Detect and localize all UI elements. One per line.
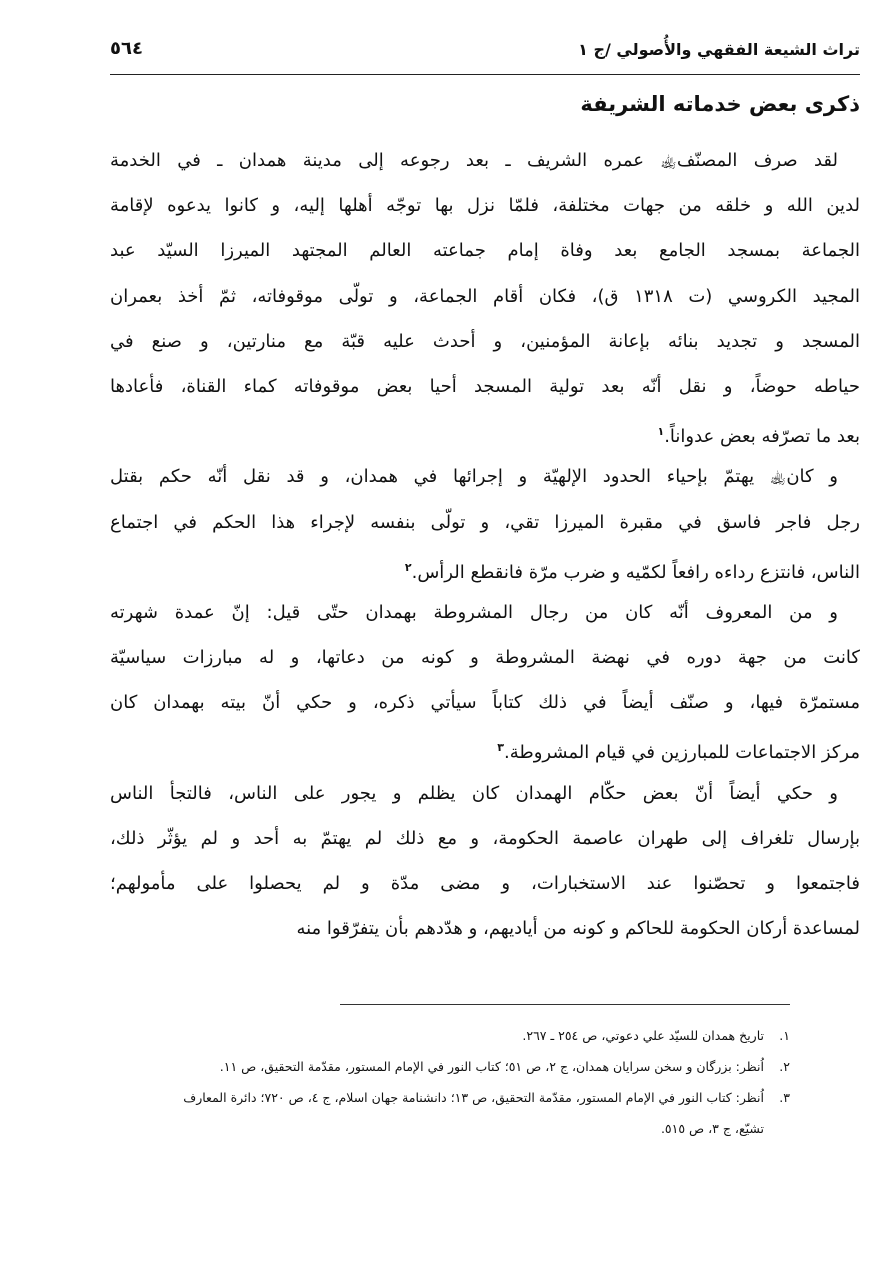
line-text: بإرسال تلغراف إلى طهران عاصمة الحكومة، و مع ذلك لم يهتمّ به أحد و لم يؤثّر ذلك،	[110, 827, 860, 849]
footnote-reference[interactable]: ٢	[404, 560, 412, 574]
footnote	[110, 1051, 790, 1082]
line-text: رجل فاجر فاسق في مقبرة الميرزا تقي، و تولّى بنفسه لإجراء هذا الحكم في اجتماع	[110, 511, 860, 533]
line-text: حياطه حوضاً، و نقل أنّه بعد تولية المسجد أحيا بعض موقوفاته كماء القناة، فأعادها	[110, 375, 860, 397]
paragraph-line	[110, 370, 860, 415]
footnote-reference[interactable]: ١	[657, 425, 665, 439]
body-text	[110, 144, 860, 957]
footnote	[110, 1113, 790, 1144]
paragraph-line	[110, 280, 860, 325]
line-text: فاجتمعوا و تحصّنوا عند الاستخبارات، و مضى مدّة و لم يحصلوا على مأمولهم؛	[110, 873, 860, 894]
paragraph-line	[110, 506, 860, 551]
page-number: ٥٦٤	[110, 38, 143, 59]
line-text: المجيد الكروسي (ت ١٣١٨ ق)، فكان أقام الجماعة، و تولّى موقوفاته، ثمّ أخذ بعمران	[110, 285, 860, 307]
line-text: كانت من جهة دوره في نهضة المشروطة و كونه من دعاتها، و له مبارزات سياسيّة	[110, 647, 860, 669]
paragraph-line	[110, 596, 860, 641]
line-text: و من المعروف أنّه كان من رجال المشروطة بهمدان حتّى قيل: إنّ عمدة شهرته	[110, 601, 838, 623]
paragraph-line	[110, 189, 860, 234]
line-text: لدين الله و خلقه من جهات مختلفة، فلمّا نزل بها توجّه أهلها إليه، و كانوا يدعوه لإقامة	[110, 195, 860, 217]
footnote-separator	[340, 1004, 790, 1005]
paragraph-line	[110, 686, 860, 731]
paragraph-line	[110, 777, 860, 822]
footnote-number: ١.	[779, 1028, 790, 1043]
line-text: الجماعة بمسجد الجامع بعد وفاة إمام جماعته العالم المجتهد الميرزا السيّد عبد	[110, 240, 860, 262]
footnote	[110, 1082, 790, 1113]
line-text: و كان﵀ يهتمّ بإحياء الحدود الإلهيّة و إجرائها في همدان، و قد نقل أنّه حكم بقتل	[110, 466, 838, 488]
header-rule	[110, 74, 860, 75]
footnote-text: تاريخ همدان للسيّد علي دعوتي، ص ٢٥٤ ـ ٢٦٧.	[522, 1028, 764, 1043]
paragraph-line	[110, 234, 860, 279]
line-text: الناس، فانتزع رداءه رافعاً لكمّيه و ضرب مرّة فانقطع الرأس.	[411, 561, 860, 583]
footnote-text: اُنظر: بزرگان و سخن سرايان همدان، ج ٢، ص ٥١؛ كتاب النور في الإمام المستور، مقدّمة التحقيق، ص ١١.	[219, 1059, 764, 1074]
line-text: المسجد و تجديد بنائه بإعانة المؤمنين، و أحدث عليه قبّة مع منارتين، و صنع في	[110, 330, 860, 352]
paragraph-line	[110, 822, 860, 867]
paragraph-line	[110, 460, 860, 505]
running-header	[110, 36, 860, 66]
paragraph-line	[110, 641, 860, 686]
footnotes	[110, 1020, 790, 1144]
line-text: مركز الاجتماعات للمبارزين في قيام المشروطة.	[504, 742, 860, 764]
paragraph-line	[110, 415, 860, 460]
footnote-text: اُنظر: كتاب النور في الإمام المستور، مقدّمة التحقيق، ص ١٣؛ دانشنامة جهان اسلام، ج ٤، ص ٧٢٠؛ دائرة المعارف	[183, 1090, 764, 1105]
line-text: لقد صرف المصنّف﵀ عمره الشريف ـ بعد رجوعه إلى مدينة همدان ـ في الخدمة	[110, 150, 838, 171]
running-title: تراث الشيعة الفقهي والأُصولي /ج ١	[578, 40, 860, 59]
footnote-text: تشيّع، ج ٣، ص ٥١٥.	[660, 1121, 764, 1136]
paragraph-line	[110, 912, 860, 957]
line-text: و حكي أيضاً أنّ بعض حكّام الهمدان كان يظلم و يجور على الناس، فالتجأ الناس	[110, 782, 838, 804]
footnote-number: ٣.	[779, 1090, 790, 1105]
footnote-reference[interactable]: ٣	[497, 741, 505, 755]
paragraph-line	[110, 551, 860, 596]
footnote	[110, 1020, 790, 1051]
line-text: مستمرّة فيها، و صنّف أيضاً في ذلك كتاباً سيأتي ذكره، و حكي أنّ بيته بهمدان كان	[110, 692, 860, 714]
paragraph-line	[110, 731, 860, 776]
paragraph-line	[110, 867, 860, 912]
paragraph-line	[110, 325, 860, 370]
line-text: بعد ما تصرّفه بعض عدواناً.	[664, 426, 860, 448]
section-heading: ذكرى بعض خدماته الشريفة	[580, 92, 860, 116]
paragraph-line	[110, 144, 860, 189]
line-text: لمساعدة أركان الحكومة للحاكم و كونه من أياديهم، و هدّدهم بأن يتفرّقوا منه	[296, 918, 860, 940]
footnote-number: ٢.	[779, 1059, 790, 1074]
